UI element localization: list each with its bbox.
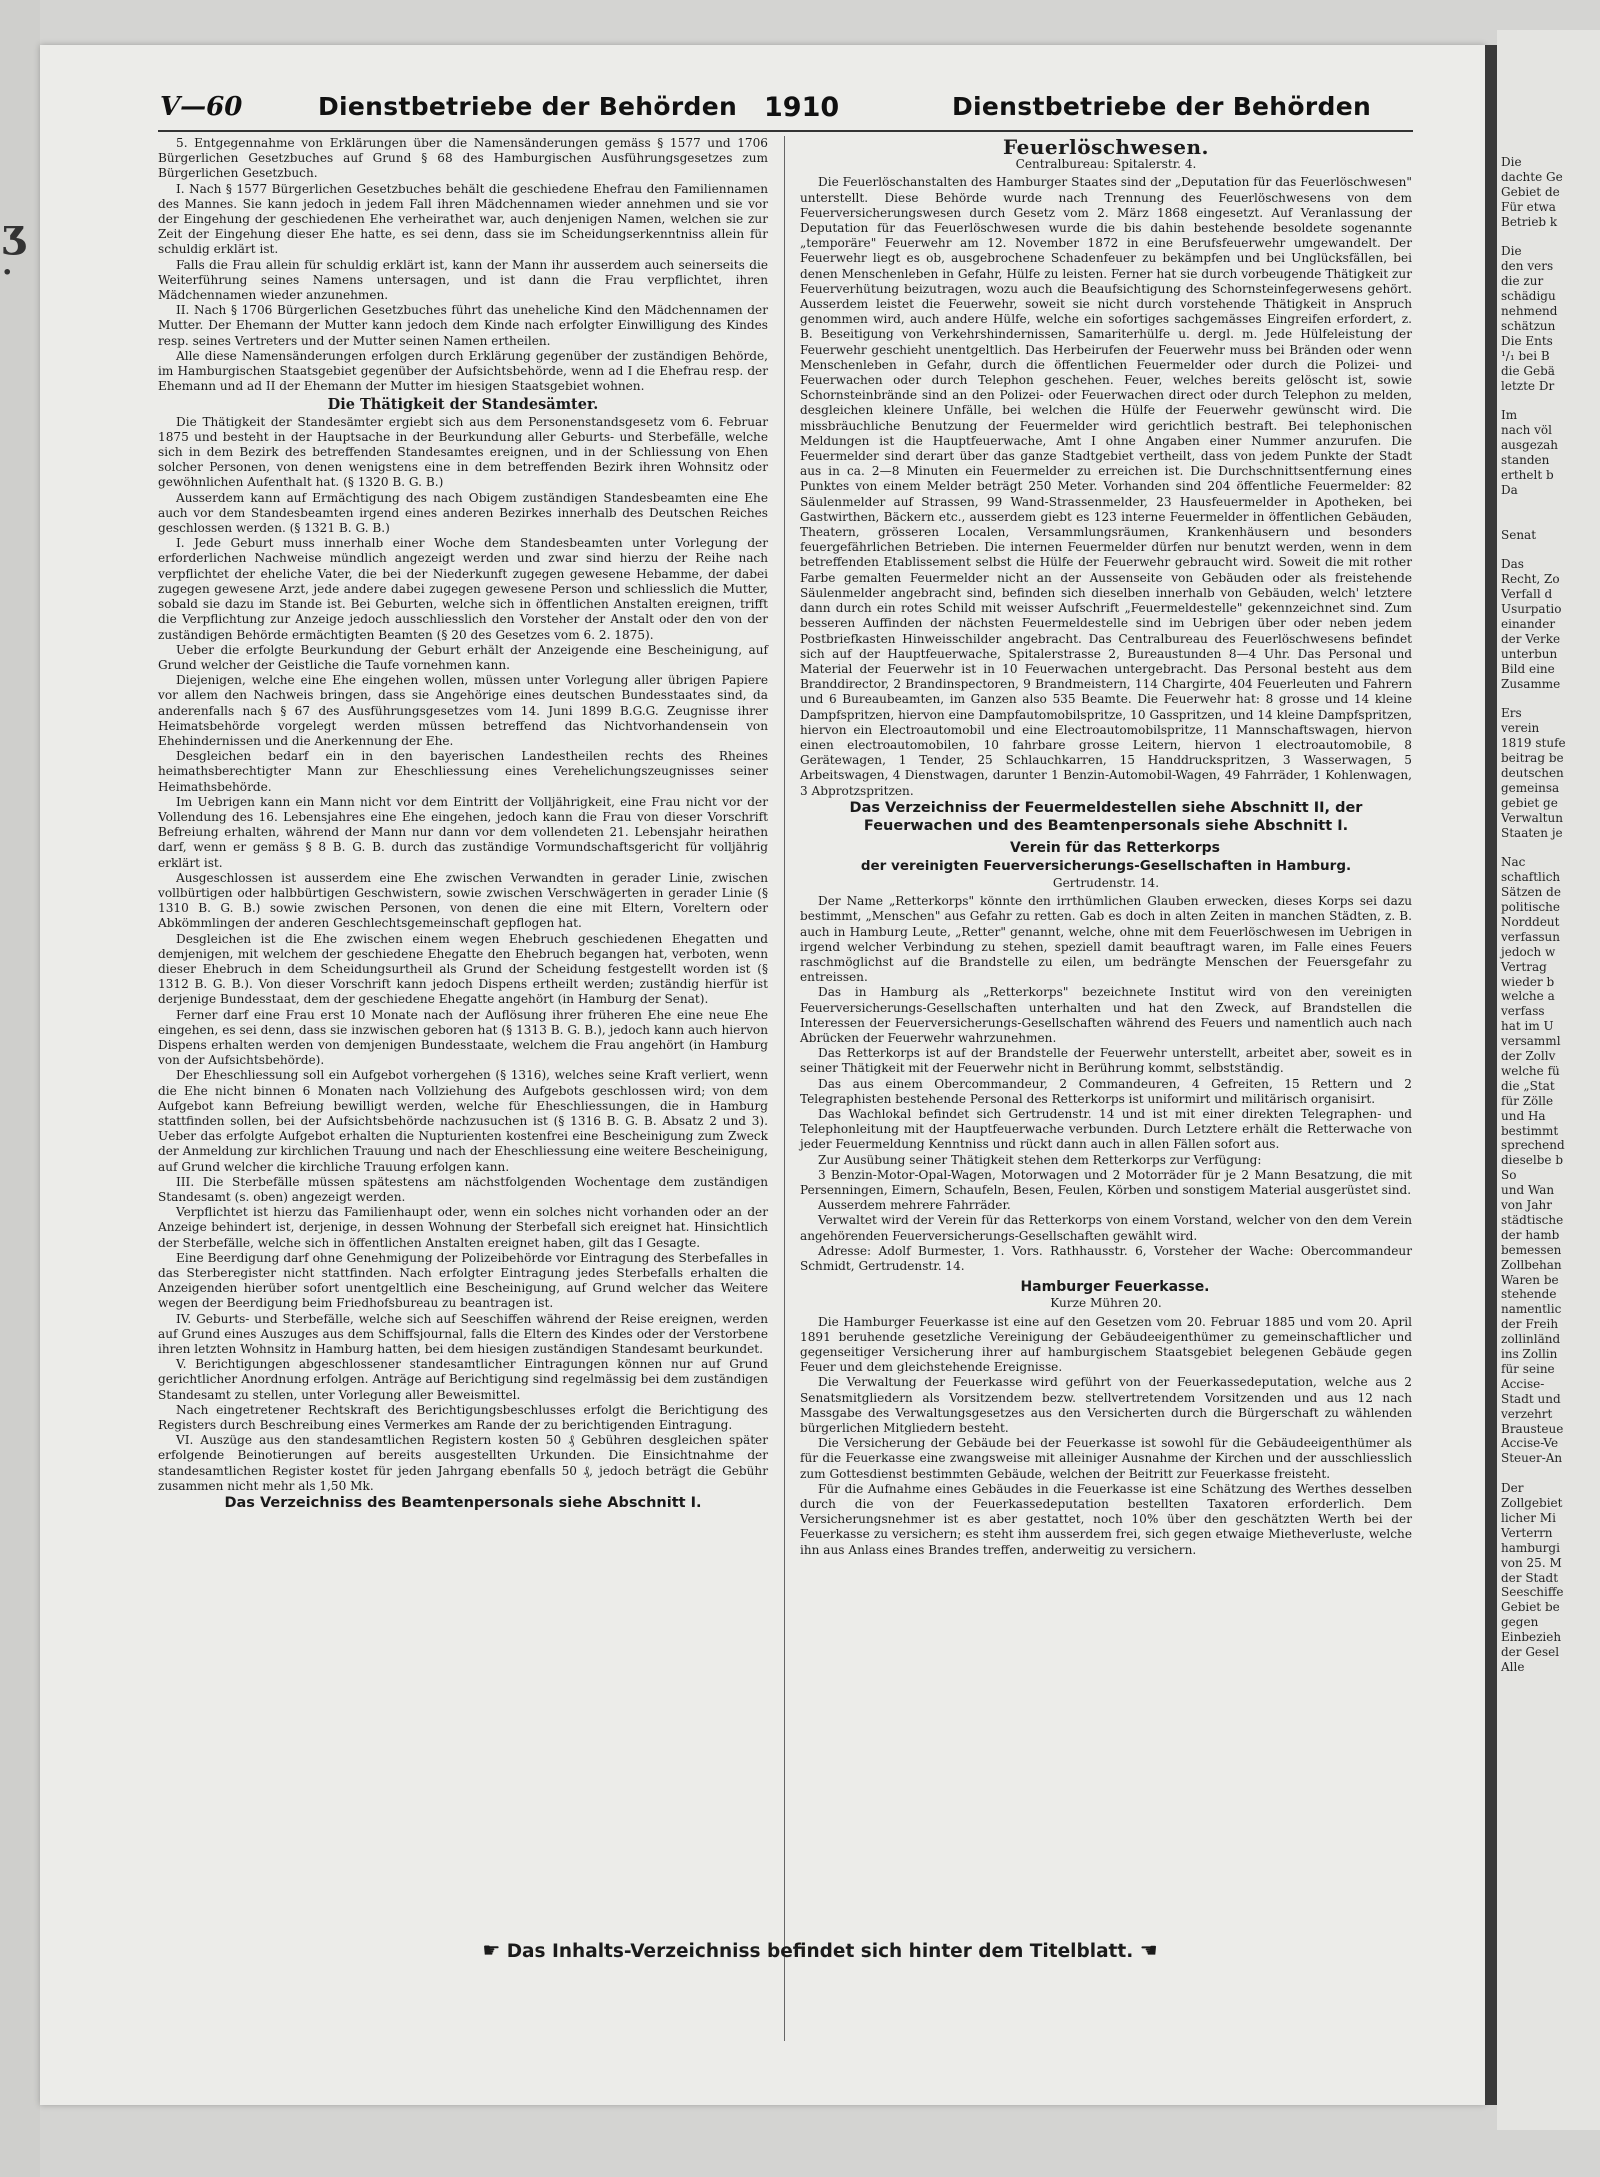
next-page-fragment: hat im U <box>1501 1019 1554 1034</box>
section-heading-standesaemter: Die Thätigkeit der Standesämter. <box>327 396 599 414</box>
next-page-fragment: Gebiet de <box>1501 184 1560 199</box>
paragraph: Desgleichen bedarf ein in den bayerischen Landestheilen rechts des Rheines heimathsberechtigter Mann zur Eheschliessung eines Verehelichungszeugnisses seiner Heimathsbehörde. <box>158 749 768 794</box>
paragraph: Ueber die erfolgte Beurkundung der Geburt erhält der Anzeigende eine Bescheinigung, auf Grund welcher der Geistliche die Taufe vornehmen kann. <box>158 642 768 672</box>
address-retterkorps: Gertrudenstr. 14. <box>1052 875 1160 890</box>
paragraph: I. Jede Geburt muss innerhalb einer Woche dem Standesbeamten unter Vorlegung der erforderlichen Nachweise mündlich angezeigt werden und zwar sind hierzu der Reihe nach verpflichtet der eheliche Vater, die bei der Niederkunft zugegen gewesene Hebamme, der dabei zugegen gewesene Arzt, jede andere dabei zugegen gewesene Person und schliesslich die Mutter, sobald sie dazu im Stande ist. Bei Geburten, welche sich in öffentlichen Anstalten ereignen, trifft die Verpflichtung zur Anzeige jedoch ausschliesslich den Vorsteher der Anstalt oder den von der zuständigen Behörde ermächtigten Beamten (§ 20 des Gesetzes vom 6. 2. 1875). <box>158 536 768 642</box>
paragraph: Die Hamburger Feuerkasse ist eine auf den Gesetzen vom 20. Februar 1885 und vom 20. April 1891 beruhende gesetzliche Vereinigung der Gebäudeeigenthümer zu gemeinschaftlicher und gegenseitiger Versicherung ihrer auf hamburgischem Staatsgebiet belegenen Gebäude gegen Feuer und dem gleichstehende Ereignisse. <box>800 1314 1412 1375</box>
footer-notice <box>420 1938 1220 1962</box>
next-page-fragment: Accise- <box>1501 1376 1545 1391</box>
next-page-fragment: licher Mi <box>1501 1510 1556 1525</box>
next-page-fragment: 1819 stufe <box>1501 736 1566 751</box>
next-page-fragment: Einbezieh <box>1501 1630 1562 1645</box>
next-page-fragment: bemessen <box>1501 1242 1562 1257</box>
next-page-fragment: versamml <box>1501 1034 1561 1049</box>
next-page-fragment: Die Ents <box>1501 333 1553 348</box>
next-page-fragment: von 25. M <box>1501 1555 1562 1570</box>
next-page-fragment: ins Zollin <box>1501 1347 1558 1361</box>
next-page-fragment: schädigu <box>1501 289 1556 304</box>
next-page-fragment: Da <box>1501 482 1518 497</box>
next-page-fragment: Usurpatio <box>1501 602 1562 616</box>
next-page-fragment: Accise-Ve <box>1501 1436 1559 1451</box>
next-page-fragment: Sätzen de <box>1501 885 1561 900</box>
next-page-fragment: und Wan <box>1501 1183 1555 1198</box>
next-page-fragment: Verwaltun <box>1501 810 1563 825</box>
next-page-fragment: ¹/₁ bei B <box>1501 348 1550 363</box>
paragraph: II. Nach § 1706 Bürgerlichen Gesetzbuches führt das uneheliche Kind den Mädchennamen der Mutter. Der Ehemann der Mutter kann jedoch dem Kinde nach erfolgter Einwilligung des Kindes resp. seines Vertreters und der Mutter seinen Namen ertheilen. <box>158 303 768 348</box>
left-paragraphs-b <box>158 415 768 1494</box>
paragraph: IV. Geburts- und Sterbefälle, welche sich auf Seeschiffen während der Reise ereignen, werden auf Grund eines Auszuges aus dem Schiffsjournal, falls die Eltern des Kindes oder der Verstorbene ihren letzten Wohnsitz in Hamburg hatten, bei dem hiesigen zuständigen Standesamt beurkundet. <box>158 1311 768 1357</box>
next-page-fragment: jedoch w <box>1501 944 1556 959</box>
paragraph: Ausserdem kann auf Ermächtigung des nach Obigem zuständigen Standesbeamten eine Ehe auch vor dem Standesbeamten irgend eines anderen Bezirkes innerhalb des Deutschen Reiches geschlossen werden. (§ 1321 B. G. B.) <box>158 490 768 536</box>
next-page-fragment: welche a <box>1501 989 1555 1004</box>
next-page-fragment: die Gebä <box>1501 363 1555 378</box>
paragraph: I. Nach § 1577 Bürgerlichen Gesetzbuches behält die geschiedene Ehefrau den Familiennamen des Mannes. Sie kann jedoch in jedem Fall ihren Mädchennamen wieder annehmen und sie vor der Eingehung der geschiedenen Ehe verheirathet war, auch denjenigen Namen, welchen sie zur Zeit der Eingehung dieser Ehe hatte, es sei denn, dass sie im Scheidungserkenntniss allein für schuldig erklärt ist. <box>158 181 768 257</box>
pointing-hand-right-icon: ☛ <box>482 1938 501 1962</box>
next-page-fragment: schätzun <box>1501 318 1556 333</box>
next-page-fragment: gegen <box>1501 1615 1539 1630</box>
paragraph: Für die Aufnahme eines Gebäudes in die Feuerkasse ist eine Schätzung des Werthes desselben durch die von der Feuerkassedeputation bestellten Taxatoren erforderlich. Dem Versicherungsnehmer ist es aber gestattet, noch 10% über den geschätzten Werth bei der Feuerkasse zu versichern; es steht ihm ausserdem frei, sich gegen etwaige Mietheverluste, welche ihn aus Anlass eines Brandes treffen, anderweitig zu versichern. <box>800 1481 1412 1557</box>
left-scan-edge <box>0 0 40 2177</box>
next-page-fragment: von Jahr <box>1501 1198 1552 1212</box>
next-page-fragment: wieder b <box>1501 974 1555 989</box>
next-page-fragment: Nac <box>1501 855 1526 870</box>
header-rule <box>158 130 1413 132</box>
paragraph: Die Versicherung der Gebäude bei der Feuerkasse ist sowohl für die Gebäudeeigenthümer als für die Feuerkasse eine zwangsweise mit alleiniger Ausnahme der Kirchen und der ausschliesslich zum Gottesdienst bestimmten Gebäude, welchen der Beitritt zur Feuerkasse freisteht. <box>800 1436 1412 1481</box>
next-page-fragment: letzte Dr <box>1501 378 1555 393</box>
paragraph: Die Thätigkeit der Standesämter ergiebt sich aus dem Personenstandsgesetz vom 6. Februar 1875 und besteht in der Hauptsache in der Beurkundung aller Geburts- und Sterbefälle, welche sich in dem Bezirk des betreffenden Standesamtes ereignen, und in der Schliessung von Ehen solcher Personen, von denen wenigstens eine in dem betreffenden Bezirk ihren Wohnsitz oder gewöhnlichen Aufenthalt hat. (§ 1320 B. G. B.) <box>158 414 768 490</box>
closing-note: Das Verzeichniss des Beamtenpersonals siehe Abschnitt I. <box>224 1495 702 1512</box>
paragraph: Das Wachlokal befindet sich Gertrudenstr. 14 und ist mit einer direkten Telegraphen- und Telephonleitung mit der Hauptfeuerwache verbunden. Durch Letztere erhält die Retterwache von jeder Feuermeldung Kenntniss und rückt dann auch in allen Fällen sofort aus. <box>800 1106 1412 1152</box>
next-page-fragment: die zur <box>1501 274 1544 289</box>
next-page-fragment: unterbun <box>1501 646 1558 661</box>
next-page-fragment: verzehrt <box>1501 1406 1553 1421</box>
next-page-fragment: nach völ <box>1501 423 1552 438</box>
paragraph: Alle diese Namensänderungen erfolgen durch Erklärung gegenüber der zuständigen Behörde, im Hamburgischen Staatsgebiet gegenüber der Aufsichtsbehörde, wenn ad I die Ehefrau resp. der Ehemann und ad II der Ehemann der Mutter im hiesigen Staatsgebiet wohnen. <box>158 348 768 394</box>
paragraph: Diejenigen, welche eine Ehe eingehen wollen, müssen unter Vorlegung aller übrigen Papiere vor allem den Nachweis bringen, dass sie Angehörige eines deutschen Bundesstaates sind, da anderenfalls nach § 67 des Ausführungsgesetzes vom 14. Juni 1899 B.G.G. Zeugnisse ihrer Heimatsbehörde vorgelegt werden müssen betreffend das Nichtvorhandensein von Ehehindernissen und die Anerkennung der Ehe. <box>158 673 768 748</box>
next-page-fragment: der hamb <box>1501 1227 1560 1242</box>
paragraph: 3 Benzin-Motor-Opal-Wagen, Motorwagen und 2 Motorräder für je 2 Mann Besatzung, die mit Persenningen, Eimern, Schaufeln, Besen, Feulen, Körben und sonstigem Material ausgerüstet sind. <box>800 1167 1412 1197</box>
next-page-fragment: gemeinsa <box>1501 780 1560 795</box>
address-feuerkasse: Kurze Mühren 20. <box>1050 1296 1162 1311</box>
next-page-fragment: Das <box>1501 557 1524 572</box>
paragraph: Ausserdem mehrere Fahrräder. <box>818 1198 1011 1213</box>
paragraph: Verwaltet wird der Verein für das Retterkorps von einem Vorstand, welcher von den dem Verein angehörenden Feuerversicherungs-Gesellschaften gewählt wird. <box>800 1213 1412 1243</box>
page-number: V—60 <box>160 92 243 122</box>
next-page-fragment: beitrag be <box>1501 751 1564 765</box>
next-page-fragment: ausgezah <box>1501 438 1559 453</box>
next-page-fragment: Waren be <box>1501 1272 1559 1287</box>
next-page-fragment: Seeschiffe <box>1501 1585 1564 1600</box>
heading-retterkorps-sub: der vereinigten Feuerversicherungs-Gesellschaften in Hamburg. <box>860 857 1352 874</box>
edge-mark: · <box>2 255 13 290</box>
paragraph: Eine Beerdigung darf ohne Genehmigung der Polizeibehörde vor Eintragung des Sterbefalles in das Sterberegister nicht stattfinden. Nach erfolgter Eintragung jedes Sterbefalls erhalten die Anzeigenden hierüber sofort unentgeltlich eine Bescheinigung, auf Grund welcher das Weitere wegen der Beerdigung beim Friedhofsbureau zu beantragen ist. <box>158 1250 768 1311</box>
paragraph: Ferner darf eine Frau erst 10 Monate nach der Auflösung ihrer früheren Ehe eine neue Ehe eingehen, es sei denn, dass sie inzwischen geboren hat (§ 1313 B. G. B.), jedoch kann auch hiervon Dispens erhalten werden von demjenigen Bundesstaate, welchem die Frau angehört (in Hamburg von der Aufsichtsbehörde). <box>158 1007 768 1068</box>
address-centralbureau: Centralbureau: Spitalerstr. 4. <box>1015 157 1197 172</box>
next-page-fragment: schaftlich <box>1501 870 1561 885</box>
right-column <box>800 136 1412 1558</box>
heading-retterkorps: Verein für das Retterkorps <box>1010 839 1220 856</box>
next-page-fragment: verein <box>1501 721 1540 736</box>
next-page-fragment: einander <box>1501 616 1556 631</box>
left-paragraphs-a <box>158 136 768 394</box>
next-page-fragment: Für etwa <box>1501 199 1556 214</box>
page-gutter <box>1485 45 1497 2105</box>
next-page-fragment: Norddeut <box>1501 914 1560 929</box>
running-title-left: Dienstbetriebe der Behörden <box>318 92 738 121</box>
next-page-fragment: stehende <box>1501 1287 1557 1302</box>
next-page-fragment: namentlic <box>1501 1302 1562 1317</box>
next-page-fragment: zollinländ <box>1501 1332 1561 1347</box>
next-page-fragment: Vertrag <box>1501 959 1547 974</box>
next-page-fragment: Stadt und <box>1501 1391 1561 1406</box>
next-page-fragment: Die <box>1501 155 1522 169</box>
paragraph: VI. Auszüge aus den standesamtlichen Registern kosten 50 ₰ Gebühren desgleichen später erfolgende Beinotierungen auf bereits ausgestellten Urkunden. Die Einsichtnahme der standesamtlichen Register kostet für jeden Jahrgang ebenfalls 50 ₰, jedoch beträgt die Gebühr zusammen nicht mehr als 1,50 Mk. <box>158 1433 768 1493</box>
edge-mark: ʒ <box>2 210 25 257</box>
next-page-fragment: welche fü <box>1501 1063 1560 1078</box>
next-page-fragment: Verterrn <box>1501 1525 1553 1540</box>
paragraph: Das Retterkorps ist auf der Brandstelle der Feuerwehr unterstellt, arbeitet aber, soweit es in seiner Thätigkeit mit der Feuerwehr nicht in Berührung kommt, selbstständig. <box>800 1046 1412 1076</box>
next-page-fragment: Zollbehan <box>1501 1257 1562 1272</box>
next-page-fragment: gebiet ge <box>1501 795 1558 810</box>
right-paragraphs-b <box>800 894 1412 1274</box>
paragraph: Nach eingetretener Rechtskraft des Berichtigungsbeschlusses erfolgt die Berichtigung des Registers durch Beschreibung eines Vermerkes am Rande der zu berichtigenden Eintragung. <box>158 1402 768 1433</box>
next-page-fragment: Zusamme <box>1501 676 1561 691</box>
paragraph: Adresse: Adolf Burmester, 1. Vors. Rathhausstr. 6, Vorsteher der Wache: Obercommandeur Schmidt, Gertrudenstr. 14. <box>800 1243 1412 1274</box>
pointing-hand-left-icon: ☚ <box>1139 1938 1158 1962</box>
next-page-fragment: und Ha <box>1501 1108 1546 1123</box>
next-page-fragment: standen <box>1501 453 1550 467</box>
paragraph: Falls die Frau allein für schuldig erklärt ist, kann der Mann ihr ausserdem auch seinerseits die Weiterführung seines Namens untersagen, und ist dann die Frau verpflichtet, ihren Mädchennamen wieder anzunehmen. <box>158 257 768 303</box>
next-page-fragment: sprechend <box>1501 1138 1565 1153</box>
next-page-fragment: Staaten je <box>1501 825 1563 840</box>
next-page-fragment: Zollgebiet <box>1501 1496 1563 1510</box>
next-page-fragment: Alle <box>1501 1659 1525 1674</box>
next-page-fragment: Der <box>1501 1481 1524 1496</box>
reference-note: Das Verzeichniss der Feuermeldestellen siehe Abschnitt II, der Feuerwachen und des Beamtenpersonals siehe Abschnitt I. <box>849 799 1363 834</box>
next-page-fragment: verfassun <box>1501 929 1560 944</box>
paragraph: Der Name „Retterkorps" könnte den irrthümlichen Glauben erwecken, dieses Korps sei dazu bestimmt, „Menschen" aus Gefahr zu retten. Gab es doch in alten Zeiten in manchen Städten, z. B. auch in Hamburg Leute, „Retter" genannt, welche, ohne mit dem Feuerlöschwesen im Uebrigen in irgend welcher Verbindung zu stehen, speziell damit beauftragt waren, im Falle eines Feuers raschmöglichst auf die Brandstelle zu eilen, um bedrängte Menschen der Feuersgefahr zu entreissen. <box>800 894 1412 985</box>
paragraph: Ausgeschlossen ist ausserdem eine Ehe zwischen Verwandten in gerader Linie, zwischen vollbürtigen oder halbbürtigen Geschwistern, sowie zwischen Verschwägerten in gerader Linie (§ 1310 B. G. B.) sowie zwischen Personen, von denen die eine mit Eltern, Voreltern oder Abkömmlingen der anderen Geschlechtsgemeinschaft gepflogen hat. <box>158 870 768 931</box>
next-page-fragment: hamburgi <box>1501 1540 1560 1555</box>
next-page-fragment: Brausteue <box>1501 1421 1564 1436</box>
next-page-fragment: Verfall d <box>1501 587 1553 602</box>
next-page-fragment: für seine <box>1501 1361 1555 1376</box>
paragraph: Die Feuerlöschanstalten des Hamburger Staates sind der „Deputation für das Feuerlöschwesen" unterstellt. Diese Behörde wurde nach Trennung des Feuerlöschwesens von dem Feuerversicherungswesen durch Gesetz vom 2. März 1868 eingesetzt. Auf Veranlassung der Deputation für das Feuerlöschwesen wurde die bis dahin bestehende besoldete sogenannte „temporäre" Feuerwehr am 12. November 1872 in eine Berufsfeuerwehr umgewandelt. Der Feuerwehr liegt es ob, ausgebrochene Schadenfeuer zu bekämpfen und bei Unglücksfällen, bei denen Menschenleben in Gefahr, Hülfe zu leisten. Ferner hat sie durch vorbeugende Thätigkeit zur Feuerverhütung beizutragen, wozu auch die Beaufsichtigung des Schornsteinfegerwesens gehört. Ausserdem leistet die Feuerwehr, soweit sie nicht durch vorstehende Thätigkeit in Anspruch genommen wird, auch andere Hülfe, welche ein sofortiges sachgemässes Eingreifen erfordert, z. B. Beseitigung von Verkehrshindernissen, Samariterhülfe u. dergl. m. Jede Hülfeleistung der Feuerwehr geschieht unentgeltlich. Das Herbeirufen der Feuerwehr muss bei Bränden oder wenn Menschenleben in Gefahr, durch die öffentlichen Feuermelder oder durch die Polizei- und Feuerwachen oder durch Telephon geschehen. Feuer, welches bereits gelöscht ist, sowie Schornsteinbrände sind an den Polizei- oder Feuerwachen direct oder durch Telephon zu melden, desgleichen kleinere Unfälle, bei welchen die Hülfe der Feuerwehr gewünscht wird. Die missbräuchliche Benutzung der Feuermelder wird gerichtlich bestraft. Bei telephonischen Meldungen ist die Hauptfeuerwache, Amt I ohne Angaben einer Nummer anzurufen. Die Feuermelder sind derart über das ganze Stadtgebiet vertheilt, dass von jedem Punkte der Stadt aus in ca. 2—8 Minuten ein Feuermelder zu erreichen ist. Die Durchschnittsentfernung eines Punktes von einem Melder beträgt 250 Meter. Vorhanden sind 204 öffentliche Feuermelder: 82 Säulenmelder auf Strassen, 99 Wand-Strassenmelder, 23 Hausfeuermelder in Apotheken, bei Gastwirthen, Bäckern etc., ausserdem giebt es 123 interne Feuermelder in öffentlichen Gebäuden, Theatern, grösseren Localen, Versammlungsräumen, Krankenhäusern und besonders feuergefährlichen Betrieben. Die internen Feuermelder dürfen nur benutzt werden, wenn in dem betreffenden Etablissement selbst die Hülfe der Feuerwehr gebraucht wird. Soweit die mit rother Farbe gemalten Feuermelder nicht an der Aussenseite von Gebäuden oder als freistehende Säulenmelder angebracht sind, befinden sich dieselben innerhalb von Gebäuden, welch' letztere dann durch ein rotes Schild mit weisser Aufschrift „Feuermeldestelle" gekennzeichnet sind. Zum besseren Auffinden der nächsten Feuermeldestelle sind im Uebrigen über oder neben jedem Postbriefkasten Hinweisschilder angebracht. Das Centralbureau des Feuerlöschwesens befindet sich auf der Hauptfeuerwache, Spitalerstrasse 2, Bureaustunden 8—4 Uhr. Das Personal und Material der Feuerwehr ist in 10 Feuerwachen untergebracht. Das Personal besteht aus dem Branddirector, 2 Brandinspectoren, 9 Brandmeistern, 114 Chargirte, 404 Feuerleuten und Fahrern und 6 Bureaubeamten, im Ganzen also 535 Beamte. Die Feuerwehr hat: 8 grosse und 14 kleine Dampfspritzen, hiervon eine Dampfautomobilspritze, 10 Gasspritzen, und 14 kleine Dampfspritzen, hiervon ein Electroautomobil und eine Electroautomobilspritze, 11 Mannschaftswagen, hiervon einen electroautomobilen, 10 fahrbare grosse Leitern, hiervon 1 electroautomobile, 8 Gerätewagen, 1 Tender, 25 Schlauchkarren, 15 Handdruckspritzen, 3 Wasserwagen, 5 Arbeitswagen, 4 Dienstwagen, darunter 1 Benzin-Automobil-Wagen, 49 Fahrräder, 1 Kohlenwagen, 3 Abprotzspritzen. <box>800 175 1412 798</box>
next-page-fragment: der Zollv <box>1501 1049 1556 1063</box>
next-page-fragment: Bild eine <box>1501 661 1555 676</box>
year-heading: 1910 <box>764 92 840 123</box>
left-column <box>158 136 768 1512</box>
next-page-fragment: den vers <box>1501 259 1554 274</box>
next-page-fragment: Steuer-An <box>1501 1451 1563 1466</box>
footer-text: Das Inhalts-Verzeichniss befindet sich hinter dem Titelblatt. <box>506 1941 1134 1962</box>
paragraph: Im Uebrigen kann ein Mann nicht vor dem Eintritt der Volljährigkeit, eine Frau nicht vor der Vollendung des 16. Lebensjahres eine Ehe eingehen, jedoch kann die Frau von dieser Vorschrift Befreiung erhalten, während der Mann nur dann vor dem vollendeten 21. Lebensjahr heirathen darf, wenn er gemäss § 8 B. G. B. durch das zuständige Vormundschaftsgericht für volljährig erklärt ist. <box>158 794 768 870</box>
paragraph: Desgleichen ist die Ehe zwischen einem wegen Ehebruch geschiedenen Ehegatten und demjenigen, mit welchem der geschiedene Ehegatte den Ehebruch begangen hat, verboten, wenn dieser Ehebruch in dem Scheidungsurtheil als Grund der Scheidung festgestellt worden ist (§ 1312 B. G. B.). Von dieser Vorschrift kann jedoch Dispens ertheilt werden; zuständig hierfür ist derjenige Bundesstaat, dem der geschiedene Ehegatte angehört (in Hamburg der Senat). <box>158 931 768 1007</box>
next-page-fragment: politische <box>1501 900 1560 914</box>
right-paragraphs-c <box>800 1315 1412 1558</box>
section-heading-feuerloeschwesen: Feuerlöschwesen. <box>1003 135 1209 159</box>
paragraph: 5. Entgegennahme von Erklärungen über die Namensänderungen gemäss § 1577 und 1706 Bürgerlichen Gesetzbuches auf Grund § 68 des Hamburgischen Ausführungsgesetzes zum Bürgerlichen Gesetzbuch. <box>158 136 768 181</box>
heading-feuerkasse: Hamburger Feuerkasse. <box>1020 1279 1210 1296</box>
running-title-right: Dienstbetriebe der Behörden <box>952 92 1372 121</box>
next-page-fragment: dieselbe b <box>1501 1153 1563 1168</box>
paragraph: III. Die Sterbefälle müssen spätestens am nächstfolgenden Wochentage dem zuständigen Standesamt (s. oben) angezeigt werden. <box>158 1174 768 1205</box>
paragraph: Der Eheschliessung soll ein Aufgebot vorhergehen (§ 1316), welches seine Kraft verliert, wenn die Ehe nicht binnen 6 Monaten nach Vollziehung des Aufgebots geschlossen wird; von dem Aufgebot kann Befreiung bewilligt werden, welche für Eheschliessungen, die in Hamburg stattfinden sollen, bei der Aufsichtsbehörde nachzusuchen ist (§ 1316 B. G. B. Absatz 2 und 3). Ueber das erfolgte Aufgebot erhalten die Nupturienten kostenfrei eine Bescheinigung zum Zweck der Anmeldung zur kirchlichen Trauung und nach der Eheschliessung eine weitere Bescheinigung, auf Grund welcher die kirchliche Trauung erfolgen kann. <box>158 1068 768 1174</box>
next-page-fragment: Betrieb k <box>1501 214 1558 229</box>
next-page-fragment: der Stadt <box>1501 1570 1559 1585</box>
next-page-fragment: der Freih <box>1501 1317 1559 1332</box>
next-page-fragment: erthelt b <box>1501 467 1554 482</box>
next-page-fragment: Die <box>1501 244 1522 259</box>
next-page-fragment: städtische <box>1501 1212 1564 1227</box>
paragraph: Das aus einem Obercommandeur, 2 Commandeuren, 4 Gefreiten, 15 Rettern und 2 Telegraphisten bestehende Personal des Retterkorps ist uniformirt und militärisch organisirt. <box>800 1076 1412 1106</box>
next-page-fragment: Ers <box>1501 706 1522 721</box>
next-page-fragment: der Verke <box>1501 631 1561 646</box>
right-paragraphs-a <box>800 175 1412 798</box>
next-page-fragment: verfass <box>1501 1004 1545 1019</box>
next-page-fragment: für Zölle <box>1501 1093 1554 1108</box>
next-page-fragment: der Gesel <box>1501 1645 1560 1659</box>
next-page-strip <box>1497 30 1600 2130</box>
next-page-fragment: nehmend <box>1501 304 1558 318</box>
paragraph: Die Verwaltung der Feuerkasse wird geführt von der Feuerkassedeputation, welche aus 2 Senatsmitgliedern als Vorsitzendem bezw. stellvertretendem Vorsitzenden und aus 12 nach Massgabe des Verwaltungsgesetzes aus den Versicherten durch die Bürgerschaft zu wählenden bürgerlichen Mitgliedern besteht. <box>800 1375 1412 1436</box>
paragraph: Verpflichtet ist hierzu das Familienhaupt oder, wenn ein solches nicht vorhanden oder an der Anzeige behindert ist, derjenige, in dessen Wohnung der Sterbefall sich ereignet hat. Hinsichtlich der Sterbefälle, welche sich in öffentlichen Anstalten ereignet haben, gilt das I Gesagte. <box>158 1205 768 1250</box>
next-page-fragment: die „Stat <box>1501 1078 1555 1093</box>
next-page-fragment: deutschen <box>1501 765 1564 780</box>
column-rule <box>784 136 785 2041</box>
next-page-fragment: Gebiet be <box>1501 1600 1560 1615</box>
next-page-fragment: Recht, Zo <box>1501 572 1560 587</box>
next-page-fragment: Senat <box>1501 527 1537 542</box>
next-page-fragment: Im <box>1501 408 1518 423</box>
next-page-fragment: So <box>1501 1168 1517 1183</box>
next-page-fragment: dachte Ge <box>1501 169 1563 184</box>
next-page-fragment: bestimmt <box>1501 1123 1559 1138</box>
paragraph: Zur Ausübung seiner Thätigkeit stehen dem Retterkorps zur Verfügung: <box>818 1152 1262 1167</box>
paragraph: V. Berichtigungen abgeschlossener standesamtlicher Eintragungen können nur auf Grund gerichtlicher Anordnung erfolgen. Anträge auf Berichtigung sind regelmässig bei dem zuständigen Standesamt zu stellen, unter Vorlegung aller Beweismittel. <box>158 1357 768 1402</box>
paragraph: Das in Hamburg als „Retterkorps" bezeichnete Institut wird von den vereinigten Feuerversicherungs-Gesellschaften unterhalten und hat den Zweck, auf Brandstellen die Interessen der Feuerversicherungs-Gesellschaften während des Feuers und namentlich auch nach Abrücken der Feuerwehr wahrzunehmen. <box>800 985 1412 1045</box>
